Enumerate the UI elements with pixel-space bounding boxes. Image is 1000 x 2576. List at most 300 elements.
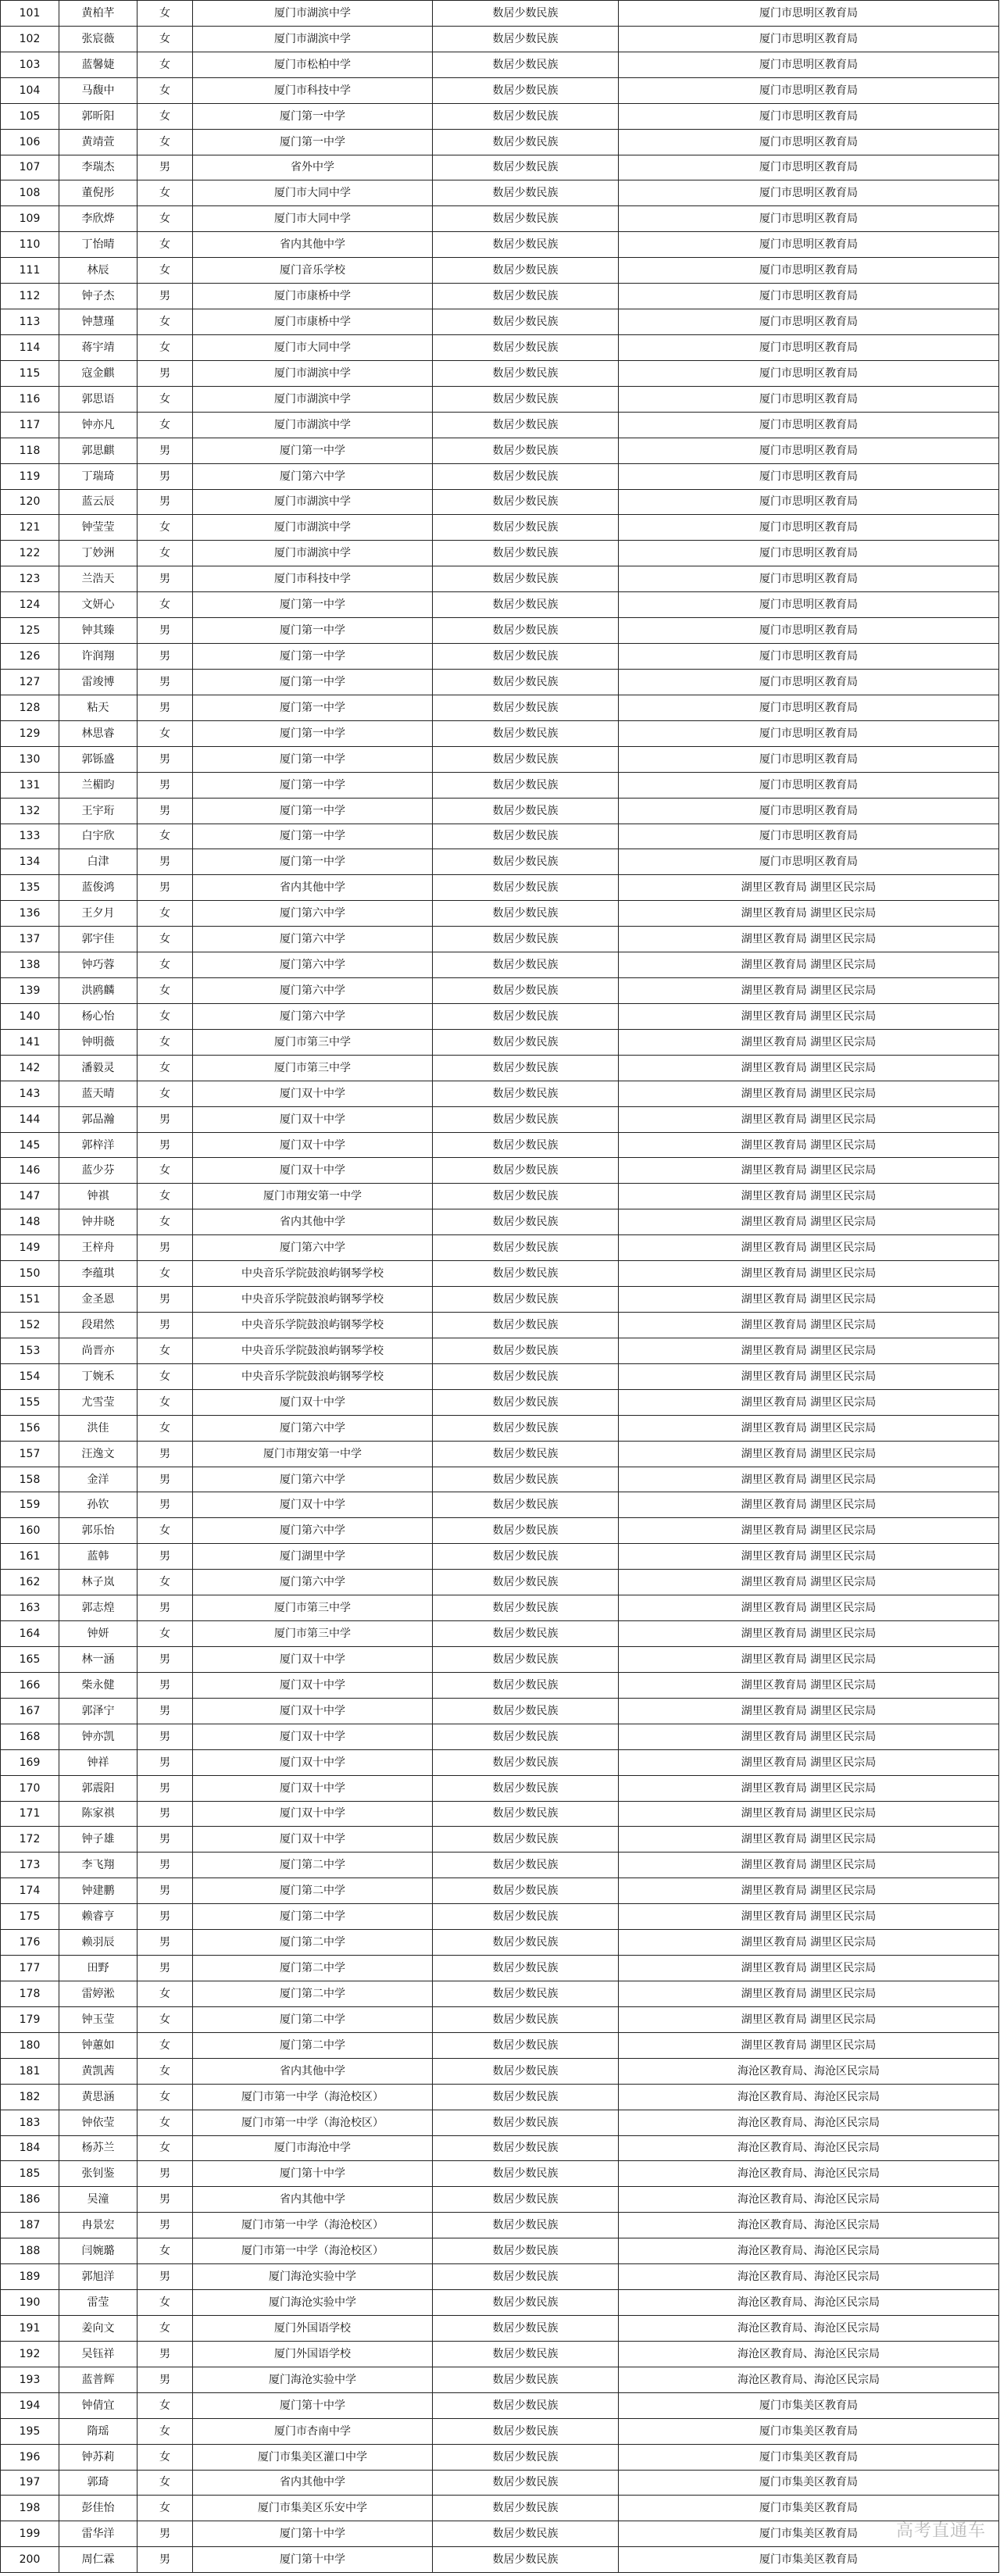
student-name-cell: 李蕴琪 (59, 1261, 138, 1287)
student-name-cell: 柴永健 (59, 1672, 138, 1698)
category-cell: 数居少数民族 (433, 2444, 619, 2470)
school-cell: 厦门第一中学 (193, 695, 433, 720)
row-number-cell: 140 (1, 1003, 59, 1029)
authority-cell: 湖里区教育局 湖里区民宗局 (619, 1132, 999, 1158)
table-row (1, 1492, 999, 1518)
table-row (1, 875, 999, 901)
category-cell: 数居少数民族 (433, 360, 619, 386)
row-number-cell: 123 (1, 566, 59, 592)
school-cell: 厦门第二中学 (193, 1878, 433, 1904)
authority-cell: 厦门市思明区教育局 (619, 1, 999, 27)
category-cell: 数居少数民族 (433, 2032, 619, 2058)
student-name-cell: 李欣烨 (59, 206, 138, 232)
gender-cell: 男 (138, 1956, 193, 1981)
authority-cell: 湖里区教育局 湖里区民宗局 (619, 1698, 999, 1724)
row-number-cell: 104 (1, 77, 59, 103)
school-cell: 厦门双十中学 (193, 1647, 433, 1673)
category-cell: 数居少数民族 (433, 644, 619, 670)
category-cell: 数居少数民族 (433, 2264, 619, 2290)
category-cell: 数居少数民族 (433, 1878, 619, 1904)
table-row (1, 232, 999, 258)
school-cell: 省外中学 (193, 155, 433, 180)
student-name-cell: 蓝云辰 (59, 489, 138, 515)
table-row (1, 2470, 999, 2496)
student-name-cell: 白宇欣 (59, 824, 138, 849)
table-row (1, 2161, 999, 2187)
row-number-cell: 103 (1, 52, 59, 77)
row-number-cell: 188 (1, 2238, 59, 2264)
row-number-cell: 144 (1, 1106, 59, 1132)
school-cell: 厦门市湖滨中学 (193, 412, 433, 438)
gender-cell: 女 (138, 978, 193, 1004)
authority-cell: 湖里区教育局 湖里区民宗局 (619, 1209, 999, 1235)
category-cell: 数居少数民族 (433, 566, 619, 592)
student-name-cell: 金洋 (59, 1467, 138, 1492)
school-cell: 厦门市湖滨中学 (193, 386, 433, 412)
row-number-cell: 166 (1, 1672, 59, 1698)
row-number-cell: 102 (1, 26, 59, 52)
school-cell: 厦门双十中学 (193, 1132, 433, 1158)
school-cell: 厦门第十中学 (193, 2161, 433, 2187)
authority-cell: 湖里区教育局 湖里区民宗局 (619, 1467, 999, 1492)
row-number-cell: 130 (1, 746, 59, 772)
student-name-cell: 钟子雄 (59, 1827, 138, 1853)
authority-cell: 厦门市集美区教育局 (619, 2392, 999, 2418)
authority-cell: 湖里区教育局 湖里区民宗局 (619, 1621, 999, 1647)
row-number-cell: 139 (1, 978, 59, 1004)
table-row (1, 155, 999, 180)
student-name-cell: 杨苏兰 (59, 2135, 138, 2161)
category-cell: 数居少数民族 (433, 1904, 619, 1930)
table-row (1, 2213, 999, 2238)
table-row (1, 1595, 999, 1621)
gender-cell: 男 (138, 360, 193, 386)
student-name-cell: 林辰 (59, 258, 138, 284)
row-number-cell: 200 (1, 2547, 59, 2573)
student-name-cell: 董倪彤 (59, 180, 138, 206)
student-name-cell: 王夕月 (59, 901, 138, 927)
gender-cell: 女 (138, 1081, 193, 1106)
category-cell: 数居少数民族 (433, 1672, 619, 1698)
table-row (1, 1287, 999, 1313)
school-cell: 厦门市科技中学 (193, 77, 433, 103)
gender-cell: 男 (138, 1801, 193, 1827)
category-cell: 数居少数民族 (433, 309, 619, 335)
authority-cell: 湖里区教育局 湖里区民宗局 (619, 1492, 999, 1518)
school-cell: 厦门双十中学 (193, 1749, 433, 1775)
row-number-cell: 164 (1, 1621, 59, 1647)
table-row (1, 927, 999, 952)
table-row (1, 1801, 999, 1827)
gender-cell: 女 (138, 2470, 193, 2496)
category-cell: 数居少数民族 (433, 2315, 619, 2341)
student-name-cell: 黄柏芊 (59, 1, 138, 27)
authority-cell: 厦门市思明区教育局 (619, 463, 999, 489)
gender-cell: 女 (138, 1415, 193, 1441)
school-cell: 厦门第六中学 (193, 1003, 433, 1029)
authority-cell: 湖里区教育局 湖里区民宗局 (619, 1158, 999, 1184)
row-number-cell: 153 (1, 1338, 59, 1363)
student-name-cell: 郭梓洋 (59, 1132, 138, 1158)
table-row (1, 720, 999, 746)
student-name-cell: 兰楣昀 (59, 772, 138, 798)
authority-cell: 厦门市思明区教育局 (619, 386, 999, 412)
gender-cell: 男 (138, 463, 193, 489)
school-cell: 厦门双十中学 (193, 1724, 433, 1749)
table-row (1, 1209, 999, 1235)
gender-cell: 女 (138, 309, 193, 335)
row-number-cell: 165 (1, 1647, 59, 1673)
table-row (1, 386, 999, 412)
gender-cell: 女 (138, 1570, 193, 1595)
table-row (1, 52, 999, 77)
authority-cell: 厦门市集美区教育局 (619, 2418, 999, 2444)
student-name-cell: 许润翔 (59, 644, 138, 670)
gender-cell: 女 (138, 1389, 193, 1415)
row-number-cell: 106 (1, 129, 59, 155)
authority-cell: 厦门市思明区教育局 (619, 334, 999, 360)
category-cell: 数居少数民族 (433, 1055, 619, 1081)
school-cell: 厦门市康桥中学 (193, 309, 433, 335)
table-row (1, 1698, 999, 1724)
gender-cell: 男 (138, 1930, 193, 1956)
student-name-cell: 吴潼 (59, 2187, 138, 2213)
row-number-cell: 155 (1, 1389, 59, 1415)
gender-cell: 女 (138, 1003, 193, 1029)
table-row (1, 180, 999, 206)
category-cell: 数居少数民族 (433, 2238, 619, 2264)
school-cell: 厦门第一中学 (193, 618, 433, 644)
category-cell: 数居少数民族 (433, 901, 619, 927)
authority-cell: 湖里区教育局 湖里区民宗局 (619, 1775, 999, 1801)
school-cell: 厦门第十中学 (193, 2392, 433, 2418)
gender-cell: 女 (138, 386, 193, 412)
authority-cell: 海沧区教育局、海沧区民宗局 (619, 2084, 999, 2110)
school-cell: 厦门市第一中学（海沧校区） (193, 2084, 433, 2110)
school-cell: 厦门第一中学 (193, 438, 433, 463)
school-cell: 厦门市湖滨中学 (193, 489, 433, 515)
student-name-cell: 张钊鉴 (59, 2161, 138, 2187)
school-cell: 厦门第一中学 (193, 824, 433, 849)
table-row (1, 2110, 999, 2135)
table-row (1, 1389, 999, 1415)
gender-cell: 女 (138, 1209, 193, 1235)
student-name-cell: 钟巧蓉 (59, 952, 138, 978)
table-row (1, 978, 999, 1004)
student-name-cell: 黄凯茜 (59, 2058, 138, 2084)
school-cell: 厦门第六中学 (193, 1415, 433, 1441)
table-row (1, 1029, 999, 1055)
student-name-cell: 郭志煌 (59, 1595, 138, 1621)
row-number-cell: 170 (1, 1775, 59, 1801)
authority-cell: 海沧区教育局、海沧区民宗局 (619, 2161, 999, 2187)
gender-cell: 男 (138, 2547, 193, 2573)
student-name-cell: 蓝韩 (59, 1544, 138, 1570)
student-name-cell: 雷婷淞 (59, 1981, 138, 2006)
authority-cell: 湖里区教育局 湖里区民宗局 (619, 1184, 999, 1209)
category-cell: 数居少数民族 (433, 438, 619, 463)
category-cell: 数居少数民族 (433, 1492, 619, 1518)
student-name-cell: 文妍心 (59, 592, 138, 618)
school-cell: 厦门市科技中学 (193, 566, 433, 592)
row-number-cell: 148 (1, 1209, 59, 1235)
table-row (1, 515, 999, 541)
school-cell: 厦门市第一中学（海沧校区） (193, 2213, 433, 2238)
student-name-cell: 王宇珩 (59, 798, 138, 824)
gender-cell: 女 (138, 515, 193, 541)
category-cell: 数居少数民族 (433, 1441, 619, 1467)
authority-cell: 海沧区教育局、海沧区民宗局 (619, 2367, 999, 2392)
authority-cell: 湖里区教育局 湖里区民宗局 (619, 1415, 999, 1441)
row-number-cell: 107 (1, 155, 59, 180)
row-number-cell: 157 (1, 1441, 59, 1467)
row-number-cell: 126 (1, 644, 59, 670)
gender-cell: 男 (138, 284, 193, 309)
student-name-cell: 寇金麒 (59, 360, 138, 386)
school-cell: 厦门市翔安第一中学 (193, 1441, 433, 1467)
table-row (1, 309, 999, 335)
student-name-cell: 郭琦 (59, 2470, 138, 2496)
authority-cell: 湖里区教育局 湖里区民宗局 (619, 1029, 999, 1055)
gender-cell: 男 (138, 1492, 193, 1518)
school-cell: 厦门音乐学校 (193, 258, 433, 284)
school-cell: 厦门第一中学 (193, 772, 433, 798)
school-cell: 省内其他中学 (193, 2187, 433, 2213)
category-cell: 数居少数民族 (433, 669, 619, 695)
category-cell: 数居少数民族 (433, 824, 619, 849)
gender-cell: 男 (138, 1287, 193, 1313)
gender-cell: 女 (138, 1, 193, 27)
school-cell: 中央音乐学院鼓浪屿钢琴学校 (193, 1363, 433, 1389)
row-number-cell: 105 (1, 103, 59, 129)
table-row (1, 438, 999, 463)
gender-cell: 男 (138, 1132, 193, 1158)
school-cell: 厦门海沧实验中学 (193, 2264, 433, 2290)
school-cell: 厦门第六中学 (193, 927, 433, 952)
gender-cell: 男 (138, 2213, 193, 2238)
table-row (1, 1672, 999, 1698)
gender-cell: 女 (138, 824, 193, 849)
category-cell: 数居少数民族 (433, 103, 619, 129)
student-name-cell: 郭泽宁 (59, 1698, 138, 1724)
row-number-cell: 174 (1, 1878, 59, 1904)
student-name-cell: 丁婉禾 (59, 1363, 138, 1389)
table-row (1, 2264, 999, 2290)
student-name-cell: 段珺然 (59, 1313, 138, 1338)
category-cell: 数居少数民族 (433, 1363, 619, 1389)
gender-cell: 男 (138, 2367, 193, 2392)
student-name-cell: 钟井晓 (59, 1209, 138, 1235)
category-cell: 数居少数民族 (433, 2135, 619, 2161)
row-number-cell: 154 (1, 1363, 59, 1389)
student-name-cell: 钟玉莹 (59, 2006, 138, 2032)
category-cell: 数居少数民族 (433, 386, 619, 412)
gender-cell: 男 (138, 1647, 193, 1673)
school-cell: 厦门第二中学 (193, 1930, 433, 1956)
school-cell: 厦门第六中学 (193, 952, 433, 978)
student-name-cell: 陈家祺 (59, 1801, 138, 1827)
gender-cell: 女 (138, 541, 193, 566)
student-name-cell: 汪逸文 (59, 1441, 138, 1467)
student-name-cell: 雷竣博 (59, 669, 138, 695)
table-row (1, 1981, 999, 2006)
student-name-cell: 尚晋亦 (59, 1338, 138, 1363)
school-cell: 厦门市第三中学 (193, 1621, 433, 1647)
gender-cell: 女 (138, 258, 193, 284)
row-number-cell: 171 (1, 1801, 59, 1827)
table-row (1, 2084, 999, 2110)
gender-cell: 男 (138, 1235, 193, 1261)
table-row (1, 1621, 999, 1647)
category-cell: 数居少数民族 (433, 1570, 619, 1595)
category-cell: 数居少数民族 (433, 1132, 619, 1158)
student-name-cell: 粘天 (59, 695, 138, 720)
category-cell: 数居少数民族 (433, 129, 619, 155)
table-row (1, 1363, 999, 1389)
student-name-cell: 钟倩宜 (59, 2392, 138, 2418)
gender-cell: 男 (138, 644, 193, 670)
student-name-cell: 黄靖萱 (59, 129, 138, 155)
row-number-cell: 162 (1, 1570, 59, 1595)
student-name-cell: 李瑞杰 (59, 155, 138, 180)
gender-cell: 女 (138, 1158, 193, 1184)
authority-cell: 厦门市思明区教育局 (619, 824, 999, 849)
school-cell: 厦门双十中学 (193, 1827, 433, 1853)
row-number-cell: 178 (1, 1981, 59, 2006)
category-cell: 数居少数民族 (433, 1235, 619, 1261)
school-cell: 厦门第一中学 (193, 669, 433, 695)
authority-cell: 湖里区教育局 湖里区民宗局 (619, 927, 999, 952)
gender-cell: 男 (138, 155, 193, 180)
school-cell: 厦门海沧实验中学 (193, 2367, 433, 2392)
category-cell: 数居少数民族 (433, 258, 619, 284)
category-cell: 数居少数民族 (433, 515, 619, 541)
category-cell: 数居少数民族 (433, 1467, 619, 1492)
school-cell: 厦门市湖滨中学 (193, 1, 433, 27)
row-number-cell: 197 (1, 2470, 59, 2496)
table-row (1, 1106, 999, 1132)
gender-cell: 女 (138, 129, 193, 155)
authority-cell: 厦门市思明区教育局 (619, 566, 999, 592)
school-cell: 厦门海沧实验中学 (193, 2290, 433, 2316)
school-cell: 厦门第六中学 (193, 1570, 433, 1595)
student-name-cell: 潘毅灵 (59, 1055, 138, 1081)
table-row (1, 1132, 999, 1158)
category-cell: 数居少数民族 (433, 1956, 619, 1981)
table-row (1, 1158, 999, 1184)
row-number-cell: 111 (1, 258, 59, 284)
student-name-cell: 尤雪莹 (59, 1389, 138, 1415)
school-cell: 厦门市翔安第一中学 (193, 1184, 433, 1209)
authority-cell: 湖里区教育局 湖里区民宗局 (619, 1389, 999, 1415)
student-name-cell: 钟蕙如 (59, 2032, 138, 2058)
school-cell: 厦门第二中学 (193, 2006, 433, 2032)
row-number-cell: 110 (1, 232, 59, 258)
gender-cell: 女 (138, 1055, 193, 1081)
gender-cell: 女 (138, 52, 193, 77)
authority-cell: 厦门市集美区教育局 (619, 2470, 999, 2496)
table-row (1, 1055, 999, 1081)
row-number-cell: 122 (1, 541, 59, 566)
row-number-cell: 120 (1, 489, 59, 515)
row-number-cell: 116 (1, 386, 59, 412)
table-row (1, 1467, 999, 1492)
student-name-cell: 黄思涵 (59, 2084, 138, 2110)
school-cell: 厦门市第一中学（海沧校区） (193, 2238, 433, 2264)
row-number-cell: 117 (1, 412, 59, 438)
row-number-cell: 128 (1, 695, 59, 720)
gender-cell: 女 (138, 2006, 193, 2032)
table-row (1, 334, 999, 360)
category-cell: 数居少数民族 (433, 1415, 619, 1441)
table-row (1, 849, 999, 875)
table-row (1, 1003, 999, 1029)
table-row (1, 824, 999, 849)
gender-cell: 女 (138, 103, 193, 129)
row-number-cell: 159 (1, 1492, 59, 1518)
school-cell: 中央音乐学院鼓浪屿钢琴学校 (193, 1261, 433, 1287)
authority-cell: 厦门市思明区教育局 (619, 438, 999, 463)
row-number-cell: 109 (1, 206, 59, 232)
table-row (1, 360, 999, 386)
student-name-cell: 雷华洋 (59, 2521, 138, 2547)
school-cell: 厦门双十中学 (193, 1158, 433, 1184)
student-name-cell: 赖羽辰 (59, 1930, 138, 1956)
gender-cell: 男 (138, 1313, 193, 1338)
gender-cell: 女 (138, 901, 193, 927)
student-name-cell: 闫婉璐 (59, 2238, 138, 2264)
table-row (1, 1827, 999, 1853)
table-row (1, 2032, 999, 2058)
row-number-cell: 141 (1, 1029, 59, 1055)
row-number-cell: 124 (1, 592, 59, 618)
authority-cell: 厦门市思明区教育局 (619, 103, 999, 129)
authority-cell: 湖里区教育局 湖里区民宗局 (619, 1441, 999, 1467)
student-name-cell: 钟祺 (59, 1184, 138, 1209)
category-cell: 数居少数民族 (433, 1981, 619, 2006)
gender-cell: 女 (138, 2392, 193, 2418)
student-name-cell: 钟子杰 (59, 284, 138, 309)
category-cell: 数居少数民族 (433, 1724, 619, 1749)
authority-cell: 湖里区教育局 湖里区民宗局 (619, 1981, 999, 2006)
gender-cell: 女 (138, 592, 193, 618)
student-name-cell: 郭震阳 (59, 1775, 138, 1801)
category-cell: 数居少数民族 (433, 618, 619, 644)
gender-cell: 女 (138, 2496, 193, 2521)
gender-cell: 男 (138, 1106, 193, 1132)
table-row (1, 2444, 999, 2470)
category-cell: 数居少数民族 (433, 1698, 619, 1724)
table-row (1, 26, 999, 52)
school-cell: 厦门市大同中学 (193, 334, 433, 360)
category-cell: 数居少数民族 (433, 1313, 619, 1338)
gender-cell: 女 (138, 720, 193, 746)
gender-cell: 女 (138, 2238, 193, 2264)
student-name-cell: 隋瑶 (59, 2418, 138, 2444)
row-number-cell: 108 (1, 180, 59, 206)
authority-cell: 湖里区教育局 湖里区民宗局 (619, 875, 999, 901)
authority-cell: 海沧区教育局、海沧区民宗局 (619, 2213, 999, 2238)
school-cell: 厦门市海沧中学 (193, 2135, 433, 2161)
table-row (1, 952, 999, 978)
category-cell: 数居少数民族 (433, 1518, 619, 1544)
gender-cell: 女 (138, 334, 193, 360)
category-cell: 数居少数民族 (433, 592, 619, 618)
category-cell: 数居少数民族 (433, 2006, 619, 2032)
row-number-cell: 175 (1, 1904, 59, 1930)
student-name-cell: 姜向文 (59, 2315, 138, 2341)
category-cell: 数居少数民族 (433, 772, 619, 798)
